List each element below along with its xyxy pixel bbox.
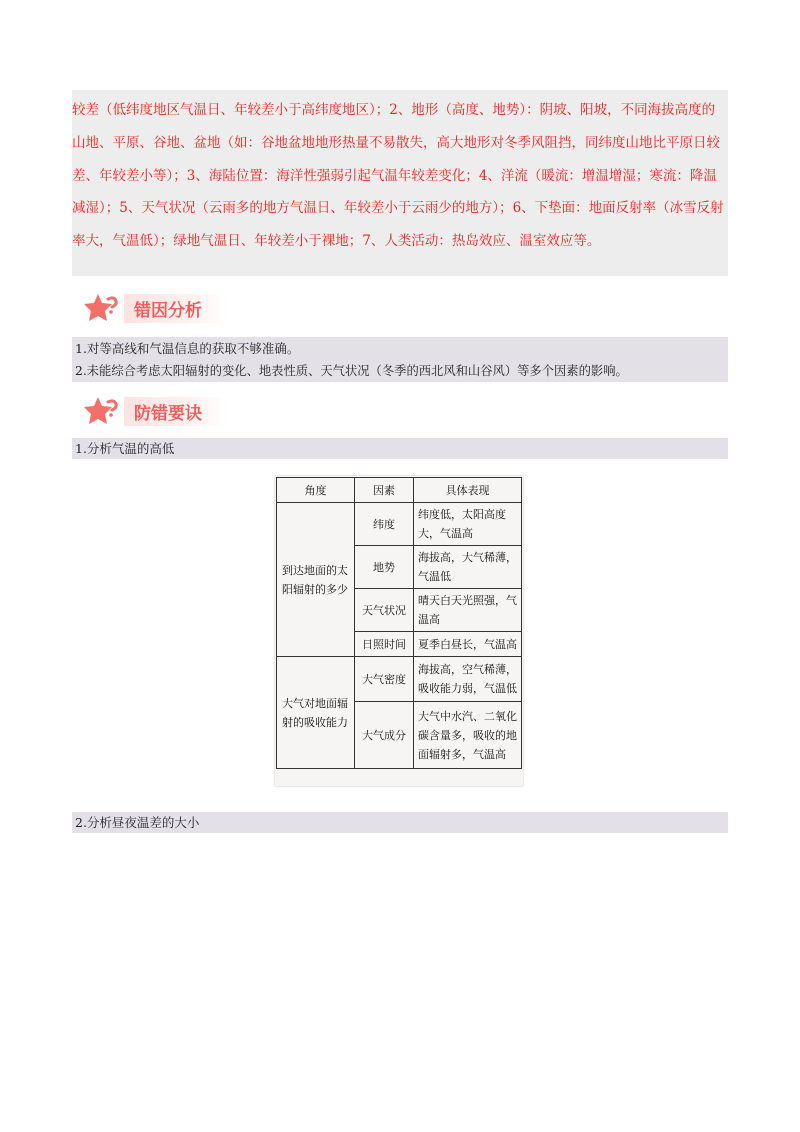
error-cause-list <box>72 337 728 382</box>
table-cell-factor: 日照时间 <box>355 632 414 657</box>
table-header: 具体表现 <box>414 478 522 503</box>
intro-red-text: 较差（低纬度地区气温日、年较差小于高纬度地区）；2、地形（高度、地势）：阴坡、阳坡，不同海拔高度的山地、平原、谷地、盆地（如：谷地盆地地形热量不易散失，高大地形对冬季风阻挡，同纬度山地比平原日较差、年较差小等）；3、海陆位置：海洋性强弱引起气温年较差变化；4、洋流（暖流：增温增湿；寒流：降温减湿）；5、天气状况（云雨多的地方气温日、年较差小于云雨少的地方）；6、下垫面：地面反射率（冰雪反射率大，气温低）；绿地气温日、年较差小于裸地；7、人类活动：热岛效应、温室效应等。 <box>72 102 724 250</box>
table-cell-desc: 海拔高，空气稀薄，吸收能力弱，气温低 <box>414 657 522 702</box>
star-icon <box>84 396 120 426</box>
table-cell-desc: 海拔高，大气稀薄，气温低 <box>414 546 522 589</box>
table-cell-desc: 大气中水汽、二氧化碳含量多，吸收的地面辐射多，气温高 <box>414 702 522 769</box>
tip-heading-2 <box>72 812 728 833</box>
list-item: 2.未能综合考虑太阳辐射的变化、地表性质、天气状况（冬季的西北风和山谷风）等多个因素的影响。 <box>75 364 628 378</box>
tip-heading-1 <box>72 438 728 459</box>
table-cell-factor: 天气状况 <box>355 589 414 632</box>
intro-text-box <box>72 90 728 276</box>
section-header-error-cause <box>84 290 228 326</box>
table-row <box>277 503 522 546</box>
table-cell-angle: 大气对地面辐射的吸收能力 <box>277 657 355 769</box>
table-header: 角度 <box>277 478 355 503</box>
tip-heading-text: 1.分析气温的高低 <box>75 441 175 456</box>
table-cell-factor: 纬度 <box>355 503 414 546</box>
table-header: 因素 <box>355 478 414 503</box>
table-row <box>277 657 522 702</box>
table-cell-factor: 大气密度 <box>355 657 414 702</box>
list-item: 1.对等高线和气温信息的获取不够准确。 <box>75 341 300 356</box>
tip-heading-text: 2.分析昼夜温差的大小 <box>75 815 200 830</box>
section-title: 防错要诀 <box>124 397 228 426</box>
temperature-factor-table <box>275 476 523 786</box>
star-icon <box>84 293 120 323</box>
table-cell-desc: 纬度低，太阳高度大，气温高 <box>414 503 522 546</box>
section-title: 错因分析 <box>124 294 228 323</box>
table-cell-desc: 夏季白昼长，气温高 <box>414 632 522 657</box>
section-header-prevention-tips <box>84 393 228 429</box>
table-cell-factor: 地势 <box>355 546 414 589</box>
table-cell-angle: 到达地面的太阳辐射的多少 <box>277 503 355 657</box>
table-cell-desc: 晴天白天光照强，气温高 <box>414 589 522 632</box>
table-cell-factor: 大气成分 <box>355 702 414 769</box>
